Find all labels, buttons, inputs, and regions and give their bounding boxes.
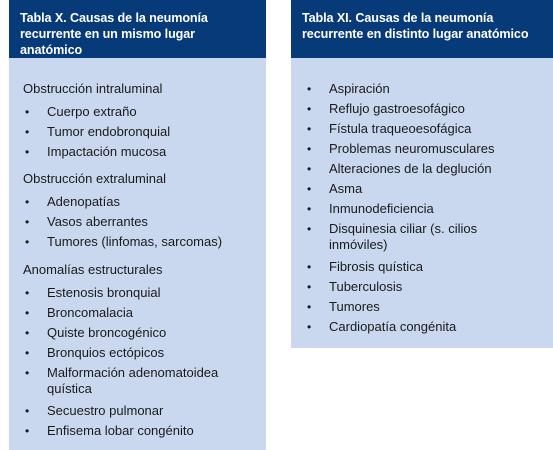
- bullet-icon: •: [25, 125, 30, 139]
- bullet-icon: •: [25, 306, 30, 320]
- list-item: • Inmunodeficiencia: [307, 201, 434, 216]
- list-item: • Cardiopatía congénita: [307, 319, 457, 334]
- section-title-extraluminal: Obstrucción extraluminal: [23, 171, 167, 186]
- bullet-icon: •: [307, 142, 312, 156]
- bullet-icon: •: [307, 162, 312, 176]
- table-xi-panel: [291, 0, 553, 348]
- bullet-icon: •: [307, 102, 312, 116]
- bullet-icon: •: [307, 280, 312, 294]
- list-item: • Estenosis bronquial: [25, 285, 161, 300]
- list-item: • Enfisema lobar congénito: [25, 423, 194, 438]
- bullet-icon: •: [307, 320, 312, 334]
- list-item: • Impactación mucosa: [25, 144, 167, 159]
- bullet-icon: •: [307, 202, 312, 216]
- list-item: • Quiste broncogénico: [25, 325, 167, 340]
- bullet-icon: •: [25, 105, 30, 119]
- bullet-icon: •: [307, 122, 312, 136]
- bullet-icon: •: [307, 182, 312, 196]
- list-item: • Fibrosis quística: [307, 259, 423, 274]
- list-item: • Adenopatías: [25, 194, 121, 209]
- bullet-icon: •: [307, 260, 312, 274]
- list-item: • Broncomalacia: [25, 305, 133, 320]
- list-item: • Alteraciones de la deglución: [307, 161, 492, 176]
- bullet-icon: •: [25, 326, 30, 340]
- bullet-icon: •: [307, 82, 312, 96]
- list-item: • Cuerpo extraño: [25, 104, 137, 119]
- bullet-icon: •: [25, 424, 30, 438]
- table-x-title: Tabla X. Causas de la neumonía recurrente en un mismo lugar anatómico: [9, 0, 266, 58]
- list-item: • Disquinesia ciliar (s. cilios inmóviles): [307, 221, 478, 252]
- list-item: • Secuestro pulmonar: [25, 403, 164, 418]
- list-item: • Tumor endobronquial: [25, 124, 171, 139]
- table-xi-title: Tabla XI. Causas de la neumonía recurrente en distinto lugar anatómico: [291, 0, 553, 58]
- bullet-icon: •: [25, 366, 30, 380]
- list-item: • Bronquios ectópicos: [25, 345, 165, 360]
- list-item: • Aspiración: [307, 81, 390, 96]
- list-item: • Asma: [307, 181, 363, 196]
- bullet-icon: •: [25, 346, 30, 360]
- section-title-intraluminal: Obstrucción intraluminal: [23, 81, 163, 96]
- bullet-icon: •: [25, 195, 30, 209]
- list-item: • Vasos aberrantes: [25, 214, 148, 229]
- table-x-panel: [9, 0, 266, 450]
- list-item: • Malformación adenomatoidea quística: [25, 365, 219, 396]
- list-item: • Reflujo gastroesofágico: [307, 101, 465, 116]
- bullet-icon: •: [25, 286, 30, 300]
- list-item: • Problemas neuromusculares: [307, 141, 495, 156]
- bullet-icon: •: [25, 145, 30, 159]
- bullet-icon: •: [307, 222, 312, 236]
- bullet-icon: •: [307, 300, 312, 314]
- bullet-icon: •: [25, 235, 30, 249]
- list-item: • Fístula traqueoesofágica: [307, 121, 472, 136]
- bullet-icon: •: [25, 404, 30, 418]
- list-item: • Tuberculosis: [307, 279, 403, 294]
- bullet-icon: •: [25, 215, 30, 229]
- section-title-estructurales: Anomalías estructurales: [23, 262, 163, 277]
- list-item: • Tumores (linfomas, sarcomas): [25, 234, 223, 249]
- list-item: • Tumores: [307, 299, 380, 314]
